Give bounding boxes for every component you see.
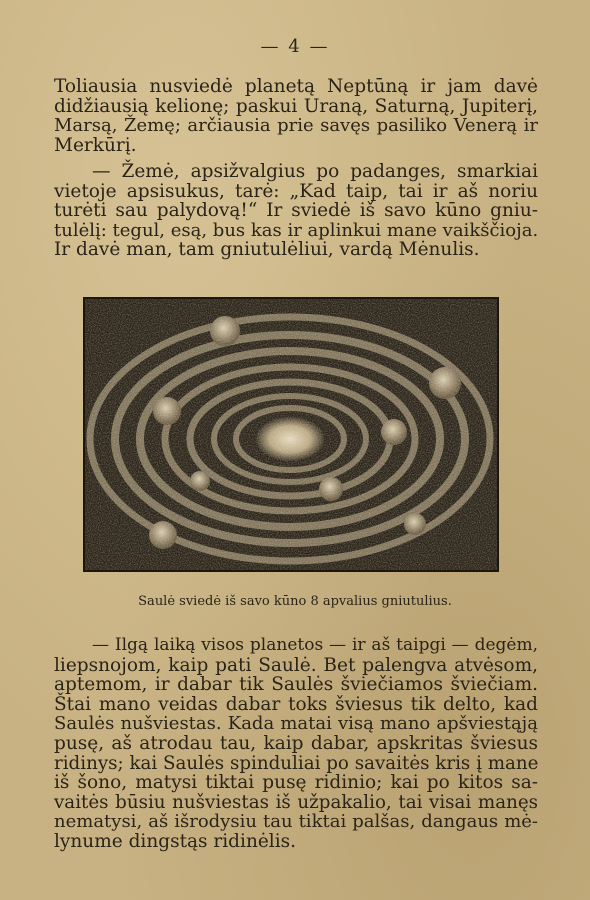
page-number: — 4 — xyxy=(260,36,330,57)
text-line: turėti sau palydovą!“ Ir sviedė iš savo kūno gniu- xyxy=(54,200,538,222)
text-line: Toliausia nusviedė planetą Neptūną ir jam davė xyxy=(54,76,538,97)
text-line: vietoje apsisukus, tarė: „Kad taip, tai ir aš noriu xyxy=(54,180,538,202)
text-line: vaitės būsiu nušviestas iš užpakalio, tai visai manęs xyxy=(54,791,538,813)
paragraph-3 xyxy=(54,636,538,852)
figure-caption: Saulė sviedė iš savo kūno 8 apvalius gniutulius. xyxy=(138,594,452,609)
spiral-orbits-image xyxy=(85,299,497,570)
text-line: tulėlį: tegul, esą, bus kas ir aplinkui mane vaikščioja. xyxy=(54,219,539,241)
text-line: Saulės nušviestas. Kada matai visą mano apšviestąją xyxy=(54,713,538,735)
text-line: — Žemė, apsižvalgius po padanges, smarkiai xyxy=(92,161,538,182)
text-line: Štai mano veidas dabar toks šviesus tik delto, kad xyxy=(54,693,538,715)
text-line: Ir davė man, tam gniutulėliui, vardą Mėnulis. xyxy=(54,239,480,261)
text-line: nematysi, aš išrodysiu tau tiktai palšas, dangaus mė- xyxy=(54,811,538,833)
text-line: — Ilgą laiką visos planetos — ir aš taipgi — degėm, xyxy=(92,635,538,655)
text-line: didžiausią kelionę; paskui Uraną, Saturną, Jupiterį, xyxy=(54,95,538,117)
text-line: Merkūrį. xyxy=(54,134,137,156)
text-line: aptemom, ir dabar tik Saulės šviečiamos šviečiam. xyxy=(54,674,538,696)
text-line: iš šono, matysi tiktai pusę ridinio; kai po kitos sa- xyxy=(54,772,538,794)
text-line: lynume dingstąs ridinėlis. xyxy=(54,830,297,852)
text-line: Marsą, Žemę; arčiausia prie savęs pasiliko Venerą ir xyxy=(54,115,538,137)
paragraph-2 xyxy=(54,162,538,260)
paragraph-1 xyxy=(54,77,538,155)
text-line: liepsnojom, kaip pati Saulė. Bet palengva atvėsom, xyxy=(54,654,538,676)
solar-system-illustration xyxy=(83,297,499,572)
text-line: ridinys; kai Saulės spinduliai po savaitės kris į mane xyxy=(54,752,539,774)
text-line: pusę, aš atrodau tau, kaip dabar, apskritas šviesus xyxy=(54,732,538,754)
